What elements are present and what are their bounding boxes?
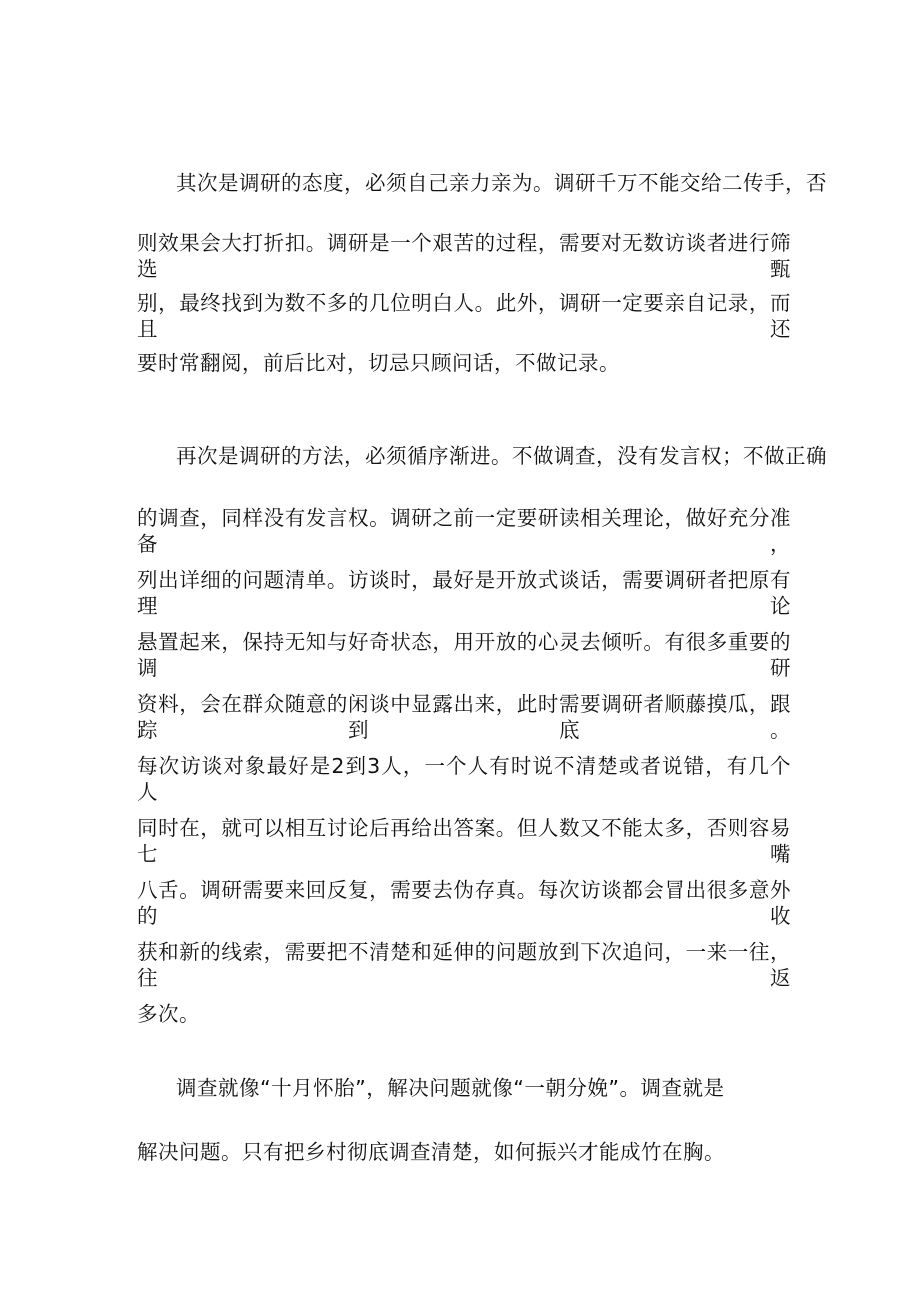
text-line: 要时常翻阅，前后比对，切忌只顾问话，不做记录。 — [137, 351, 620, 375]
text-line: 同时在，就可以相互讨论后再给出答案。但人数又不能太多，否则容易七嘴 — [137, 816, 791, 866]
text-line: 则效果会大打折扣。调研是一个艰苦的过程，需要对无数访谈者进行筛选甄 — [137, 231, 791, 281]
text-line: 每次访谈对象最好是2到3人，一个人有时说不清楚或者说错，有几个人 — [137, 754, 791, 804]
text-line: 多次。 — [137, 1002, 200, 1026]
text-line: 八舌。调研需要来回反复，需要去伪存真。每次访谈都会冒出很多意外的收 — [137, 878, 791, 928]
text-line: 资料，会在群众随意的闲谈中显露出来，此时需要调研者顺藤摸瓜，跟踪到底。 — [137, 692, 791, 742]
text-line: 再次是调研的方法，必须循序渐进。不做调查，没有发言权；不做正确 — [176, 444, 827, 468]
text-line: 解决问题。只有把乡村彻底调查清楚，如何振兴才能成竹在胸。 — [137, 1140, 725, 1164]
text-line: 别，最终找到为数不多的几位明白人。此外，调研一定要亲自记录，而且还 — [137, 291, 791, 341]
text-line: 悬置起来，保持无知与好奇状态，用开放的心灵去倾听。有很多重要的调研 — [137, 630, 791, 680]
text-line: 的调查，同样没有发言权。调研之前一定要研读相关理论，做好充分准备， — [137, 506, 791, 556]
text-line: 其次是调研的态度，必须自己亲力亲为。调研千万不能交给二传手，否 — [176, 171, 827, 195]
text-line: 调查就像“十月怀胎”，解决问题就像“一朝分娩”。调查就是 — [176, 1076, 725, 1100]
text-line: 列出详细的问题清单。访谈时，最好是开放式谈话，需要调研者把原有理论 — [137, 568, 791, 618]
text-line: 获和新的线索，需要把不清楚和延伸的问题放到下次追问，一来一往，往返 — [137, 940, 791, 990]
